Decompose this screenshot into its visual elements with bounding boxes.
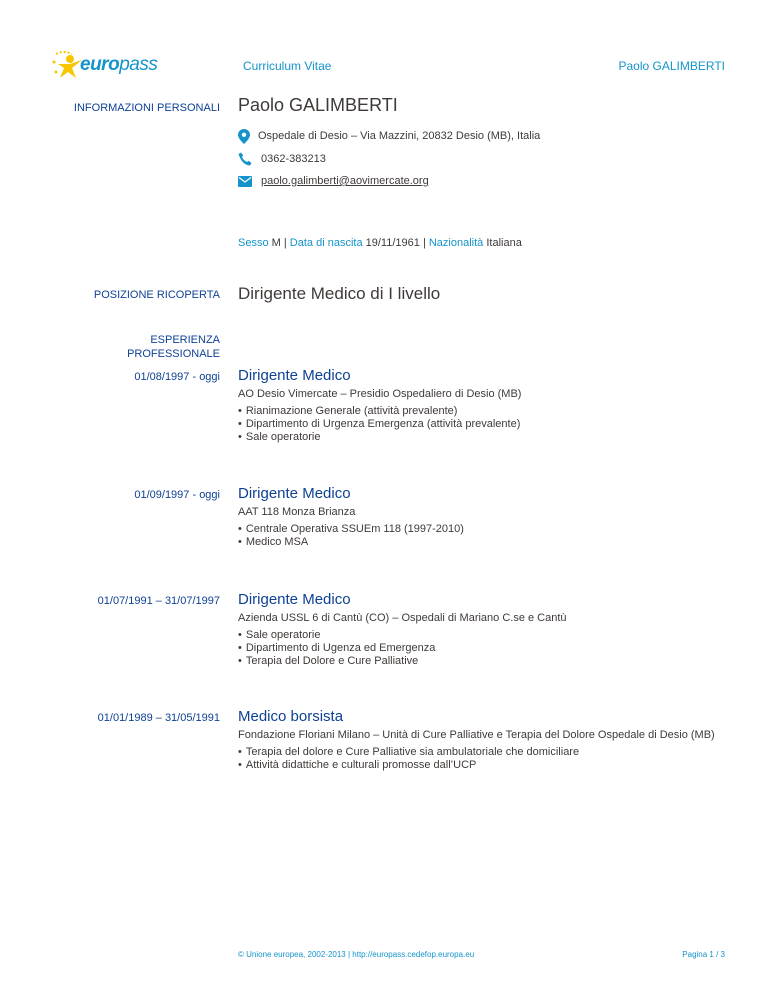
envelope-icon [238, 176, 252, 187]
experience-title: Dirigente Medico [238, 485, 351, 502]
address-text: Ospedale di Desio – Via Mazzini, 20832 Desio (MB), Italia [258, 130, 541, 142]
nationality-value: Italiana [486, 237, 522, 249]
section-label-experience-line2: PROFESSIONALE [127, 348, 220, 360]
logo-text-euro: euro [80, 54, 120, 75]
experience-employer: Fondazione Floriani Milano – Unità di Cure Palliative e Terapia del Dolore Ospedale di Desio (MB) [238, 729, 715, 741]
position-value: Dirigente Medico di I livello [238, 284, 441, 303]
experience-bullets [238, 523, 464, 549]
section-label-experience-line1: ESPERIENZA [150, 334, 220, 346]
list-item: • Attività didattiche e culturali promosse dall’UCP [238, 759, 579, 772]
experience-employer: Azienda USSL 6 di Cantù (CO) – Ospedali di Mariano C.se e Cantù [238, 612, 567, 624]
europass-logo [50, 50, 160, 82]
experience-dates: 01/09/1997 - oggi [134, 489, 220, 501]
header-name: Paolo GALIMBERTI [618, 59, 725, 73]
logo-text-pass: pass [119, 54, 158, 75]
map-pin-icon [238, 129, 250, 144]
phone-text: 0362-383213 [261, 153, 326, 165]
sex-label: Sesso [238, 237, 269, 249]
experience-bullets [238, 405, 520, 444]
experience-bullets [238, 746, 579, 772]
person-name: Paolo GALIMBERTI [238, 95, 398, 115]
phone-icon [238, 152, 252, 166]
list-item: • Sale operatorie [238, 431, 520, 444]
experience-title: Medico borsista [238, 708, 344, 725]
dob-label: Data di nascita [289, 237, 363, 249]
list-item: • Medico MSA [238, 536, 464, 549]
email-link[interactable]: paolo.galimberti@aovimercate.org [261, 175, 429, 187]
list-item: • Terapia del Dolore e Cure Palliative [238, 655, 435, 668]
list-item: • Terapia del dolore e Cure Palliative sia ambulatoriale che domiciliare [238, 746, 579, 759]
list-item: • Rianimazione Generale (attività prevalente) [238, 405, 520, 418]
dob-value: 19/11/1961 [365, 237, 420, 249]
experience-dates: 01/01/1989 – 31/05/1991 [97, 712, 220, 724]
nationality-label: Nazionalità [428, 237, 484, 249]
experience-title: Dirigente Medico [238, 367, 351, 384]
experience-employer: AO Desio Vimercate – Presidio Ospedaliero di Desio (MB) [238, 388, 522, 400]
section-label-position: POSIZIONE RICOPERTA [93, 289, 220, 301]
experience-dates: 01/07/1991 – 31/07/1997 [97, 595, 220, 607]
list-item: • Centrale Operativa SSUEm 118 (1997-2010) [238, 523, 464, 536]
personal-details-line [238, 237, 522, 249]
experience-bullets [238, 629, 435, 668]
experience-title: Dirigente Medico [238, 591, 351, 608]
list-item: • Sale operatorie [238, 629, 435, 642]
footer-copyright: © Unione europea, 2002-2013 | http://europass.cedefop.europa.eu [238, 950, 475, 959]
separator: | [422, 237, 426, 249]
experience-employer: AAT 118 Monza Brianza [238, 506, 356, 518]
page-number: Pagina 1 / 3 [682, 950, 725, 959]
section-label-personal: INFORMAZIONI PERSONALI [73, 102, 220, 114]
sex-value: M [271, 237, 281, 249]
list-item: • Dipartimento di Urgenza Emergenza (attività prevalente) [238, 418, 520, 431]
experience-dates: 01/08/1997 - oggi [134, 371, 220, 383]
separator: | [283, 237, 287, 249]
list-item: • Dipartimento di Ugenza ed Emergenza [238, 642, 435, 655]
section-label-experience [30, 333, 220, 361]
doc-title: Curriculum Vitae [243, 59, 332, 73]
